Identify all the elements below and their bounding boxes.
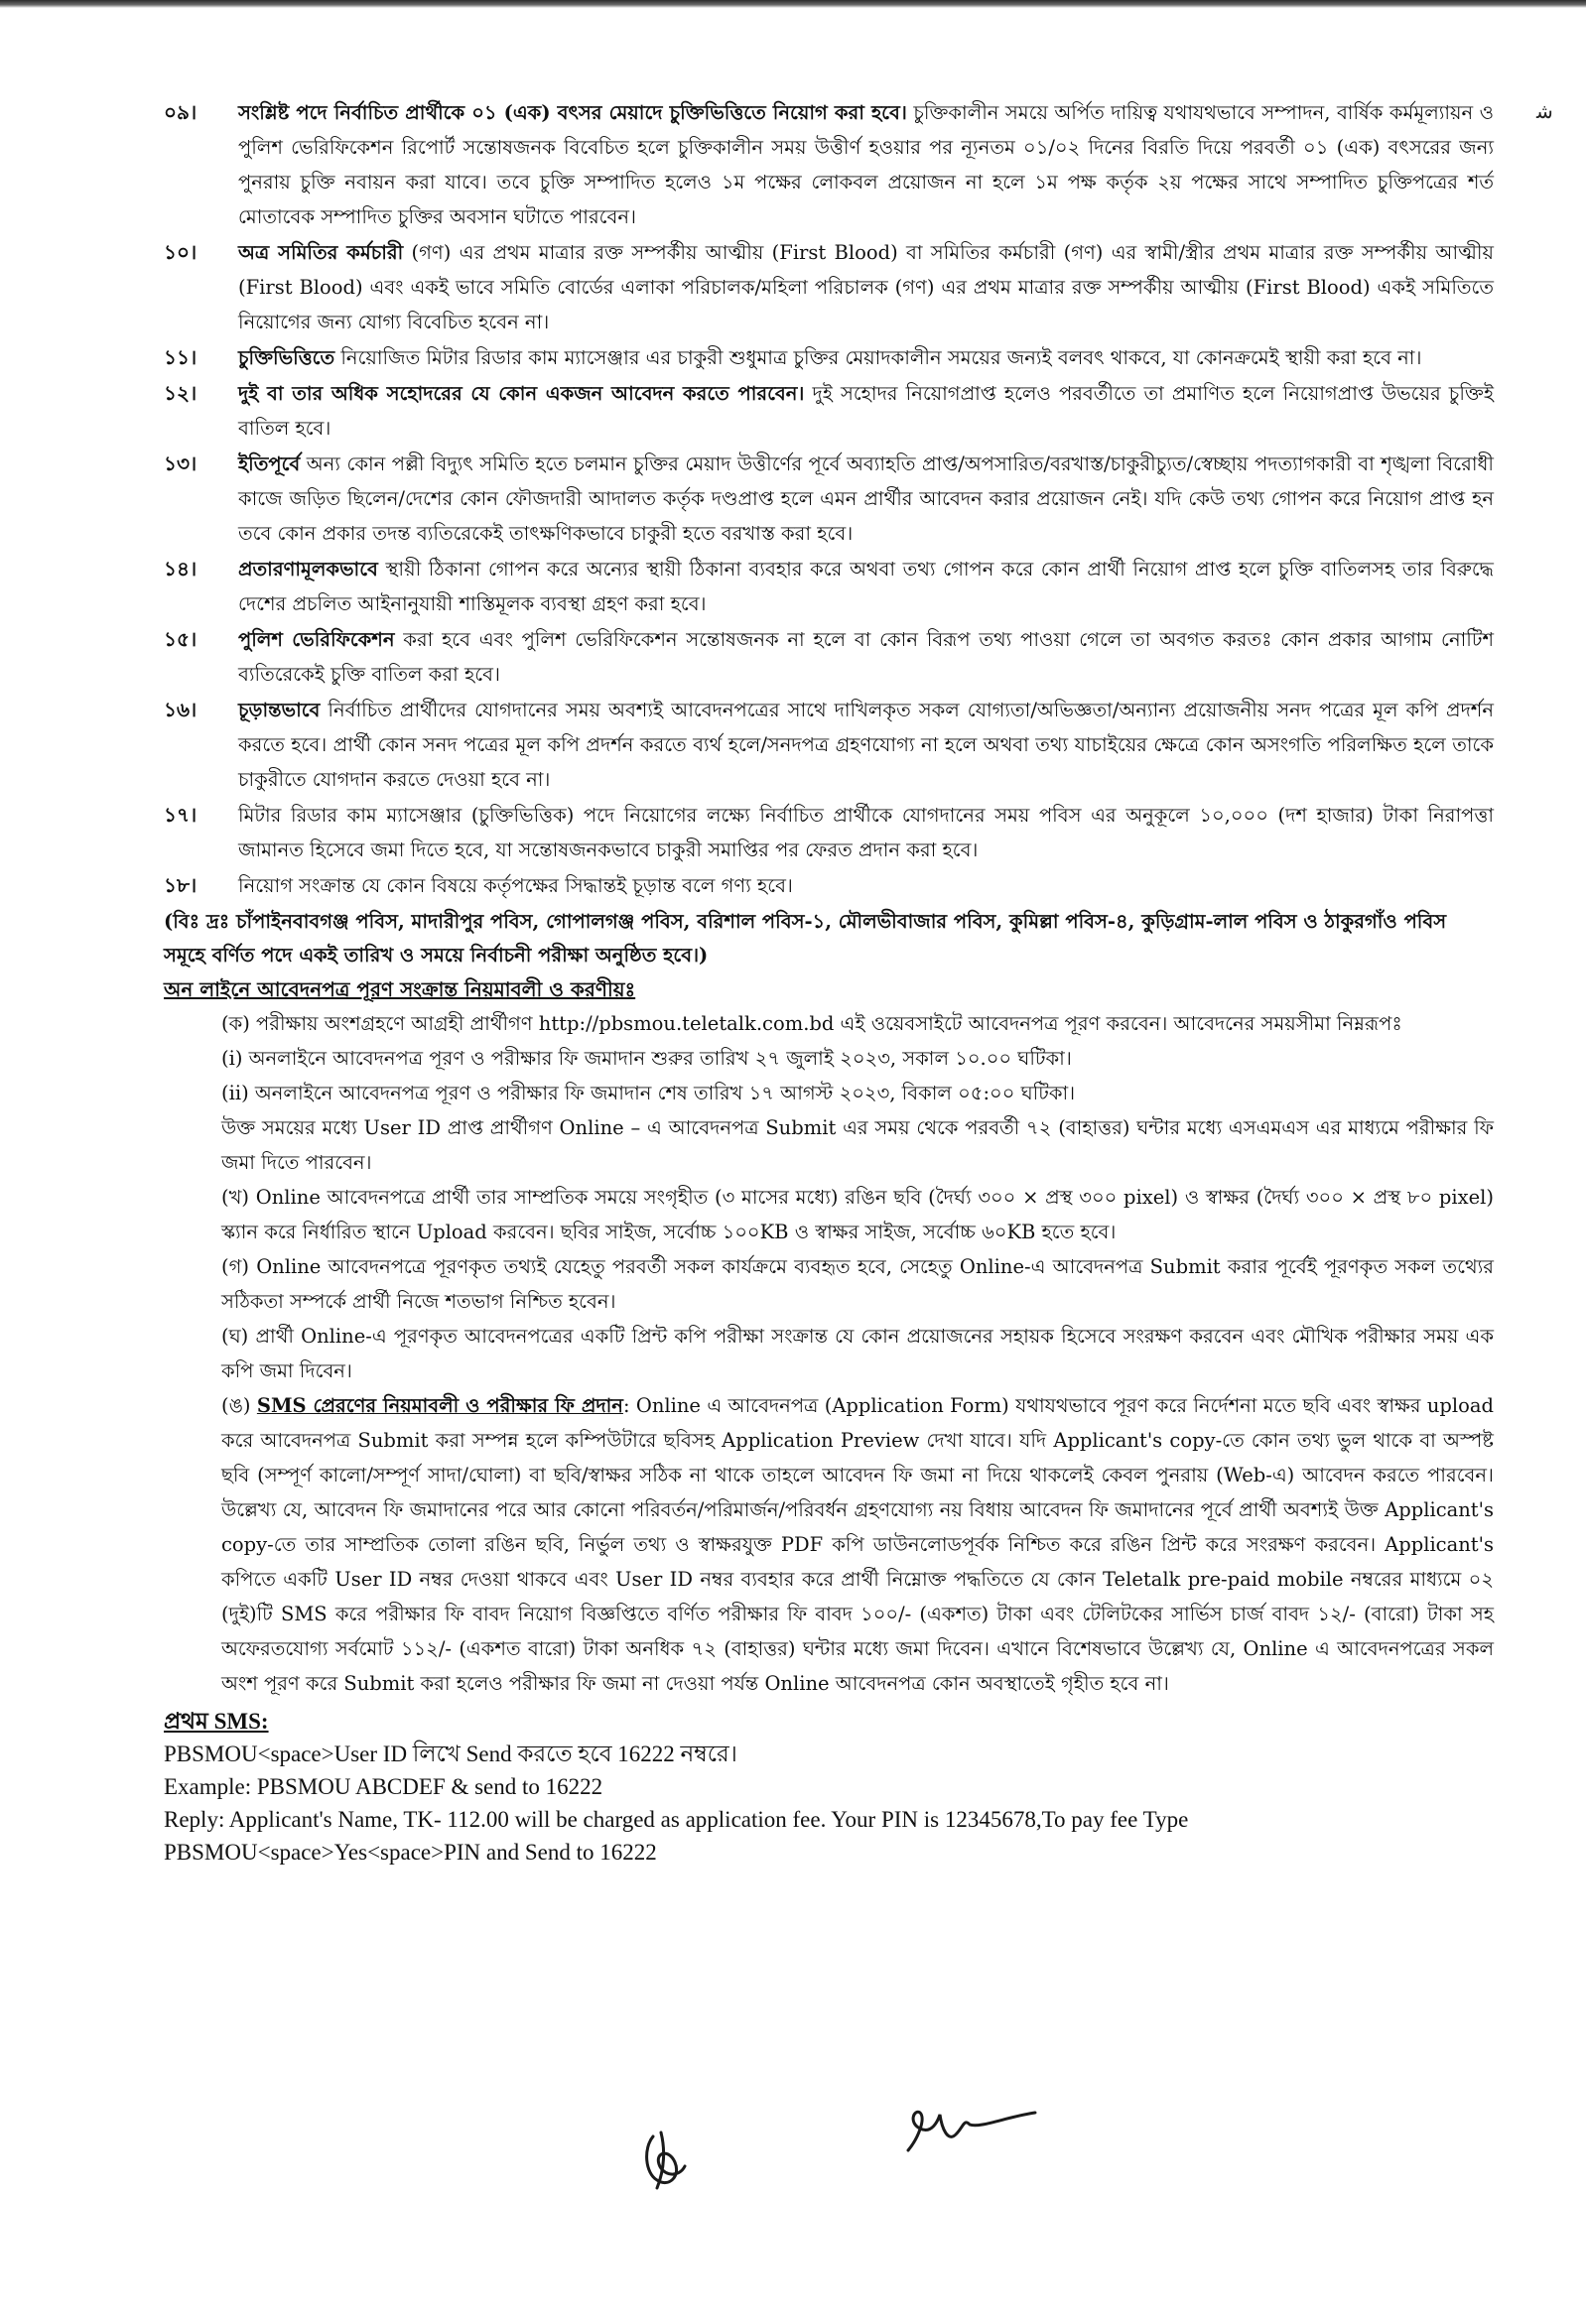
clause-text: নিয়োজিত মিটার রিডার কাম ম্যাসেঞ্জার এর চাকুরী শুধুমাত্র চুক্তির মেয়াদকালীন সময়ের জন্যই বলবৎ থাকবে, যা কোনক্রমেই স্থায়ী করা হবে না। (334, 346, 1422, 369)
first-sms-line: Reply: Applicant's Name, TK- 112.00 will be charged as application fee. Your PIN is 12345678,To pay fee Type PBSMOU<space>Yes<space>PIN and Send to 16222 (164, 1807, 1189, 1865)
online-rule-item: (গ) Online আবেদনপত্রে পূরণকৃত তথ্যই যেহেতু পরবর্তী সকল কার্যক্রমে ব্যবহৃত হবে, সেহেতু Online-এ আবেদনপত্র Submit করার পূর্বেই পূরণকৃত সকল তথ্যের সঠিকতা সম্পর্কে প্রার্থী নিজে শতভাগ নিশ্চিত হবেন। (221, 1255, 1494, 1313)
clause-number: ১৬। (164, 698, 198, 721)
clause-lead: প্রতারণামূলকভাবে (238, 558, 378, 581)
clause-item (164, 552, 1494, 621)
clause-number: ১৫। (164, 627, 198, 651)
clause-list (164, 95, 1494, 903)
sms-rule-label: SMS প্রেরণের নিয়মাবলী ও পরীক্ষার ফি প্রদান (256, 1394, 623, 1417)
online-rule-item: (ক) পরীক্ষায় অংশগ্রহণে আগ্রহী প্রার্থীগণ http://pbsmou.teletalk.com.bd এই ওয়েবসাইটে আবেদনপত্র পূরণ করবেন। আবেদনের সময়সীমা নিম্নরূপঃ (221, 1012, 1402, 1035)
online-rule-item: (খ) Online আবেদনপত্রে প্রার্থী তার সাম্প্রতিক সময়ে সংগৃহীত (৩ মাসের মধ্যে) রঙিন ছবি (দৈর্ঘ্য ৩০০ × প্রস্থ ৩০০ pixel) ও স্বাক্ষর (দৈর্ঘ্য ৩০০ × প্রস্থ ৮০ pixel) স্ক্যান করে নির্ধারিত স্থানে Upload করবেন। ছবির সাইজ, সর্বোচ্চ ১০০KB ও স্বাক্ষর সাইজ, সর্বোচ্চ ৬০KB হতে হবে। (221, 1186, 1494, 1243)
online-rules-list (164, 1006, 1494, 1388)
initial-signature-icon (635, 2119, 695, 2198)
clause-number: ১৭। (164, 803, 198, 827)
clause-text: নির্বাচিত প্রার্থীদের যোগদানের সময় অবশ্যই আবেদনপত্রের সাথে দাখিলকৃত সকল যোগ্যতা/অভিজ্ঞতা/অন্যান্য প্রয়োজনীয় সনদ পত্রের মূল কপি প্রদর্শন করতে হবে। প্রার্থী কোন সনদ পত্রের মূল কপি প্রদর্শন করতে ব্যর্থ হলে/সনদপত্র গ্রহণযোগ্য না হলে অথবা তথ্য যাচাইয়ের ক্ষেত্রে কোন অসংগতি পরিলক্ষিত হলে তাকে চাকুরীতে যোগদান করতে দেওয়া হবে না। (238, 699, 1494, 791)
clause-number: ১২। (164, 381, 198, 405)
clause-item (164, 622, 1494, 692)
sms-rule (164, 1388, 1494, 1701)
clause-number: ০৯। (164, 100, 198, 124)
clause-number: ১৮। (164, 873, 198, 897)
sms-rule-prefix: (ঙ) (221, 1394, 257, 1417)
clause-text: চুক্তিকালীন সময়ে অর্পিত দায়িত্ব যথাযথভাবে সম্পাদন, বার্ষিক কর্মমূল্যায়ন ও পুলিশ ভেরিফিকেশন রিপোর্ট সন্তোষজনক বিবেচিত হলে চুক্তিকালীন সময় উত্তীর্ণ হওয়ার পর ন্যূনতম ০১/০২ দিনের বিরতি দিয়ে পরবর্তী ০১ (এক) বৎসরের জন্য পুনরায় চুক্তি নবায়ন করা যাবে। তবে চুক্তি সম্পাদিত হলেও ১ম পক্ষের লোকবল প্রয়োজন না হলে ১ম পক্ষ কর্তৃক ২য় পক্ষের সাথে সম্পাদিত চুক্তিপত্রের শর্ত মোতাবেক সম্পাদিত চুক্তির অবসান ঘটাতে পারবেন। (238, 101, 1495, 228)
clause-item (164, 340, 1494, 375)
clause-lead: ইতিপূর্বে (238, 452, 301, 475)
clause-item (164, 95, 1494, 234)
clause-text: মিটার রিডার কাম ম্যাসেঞ্জার (চুক্তিভিত্তিক) পদে নিয়োগের লক্ষ্যে নির্বাচিত প্রার্থীকে যোগদানের সময় পবিস এর অনুকূলে ১০,০০০ (দশ হাজার) টাকা নিরাপত্তা জামানত হিসেবে জমা দিতে হবে, যা সন্তোষজনকভাবে চাকুরী সমাপ্তির পর ফেরত প্রদান করা হবে। (238, 804, 1494, 861)
document-page (164, 95, 1494, 1869)
first-sms-line: Example: PBSMOU ABCDEF & send to 16222 (164, 1774, 603, 1799)
clause-number: ১০। (164, 240, 198, 264)
online-rule-item: (ii) অনলাইনে আবেদনপত্র পূরণ ও পরীক্ষার ফি জমাদান শেষ তারিখ ১৭ আগস্ট ২০২৩, বিকাল ০৫:০০ ঘটিকা। (221, 1082, 1076, 1104)
clause-item (164, 447, 1494, 551)
online-rule-item: (i) অনলাইনে আবেদনপত্র পূরণ ও পরীক্ষার ফি জমাদান শুরুর তারিখ ২৭ জুলাই ২০২৩, সকাল ১০.০০ ঘটিকা। (221, 1047, 1072, 1070)
clause-item (164, 798, 1494, 867)
clause-number: ১৪। (164, 557, 198, 581)
clause-text: স্থায়ী ঠিকানা গোপন করে অন্যের স্থায়ী ঠিকানা ব্যবহার করে অথবা তথ্য গোপন করে কোন প্রার্থী নিয়োগ প্রাপ্ত হলে চুক্তি বাতিলসহ তার বিরুদ্ধে দেশের প্রচলিত আইনানুযায়ী শাস্তিমূলক ব্যবস্থা গ্রহণ করা হবে। (238, 558, 1494, 615)
clause-lead: চূড়ান্তভাবে (238, 699, 321, 721)
first-sms-heading: প্রথম SMS: (164, 1709, 269, 1734)
clause-item (164, 376, 1494, 446)
clause-item (164, 693, 1494, 797)
first-sms-block (164, 1705, 1494, 1869)
online-heading: অন লাইনে আবেদনপত্র পূরণ সংক্রান্ত নিয়মাবলী ও করণীয়ঃ (164, 977, 636, 1001)
online-rule-item: উক্ত সময়ের মধ্যে User ID প্রাপ্ত প্রার্থীগণ Online – এ আবেদনপত্র Submit এর সময় থেকে পরবর্তী ৭২ (বাহাত্তর) ঘন্টার মধ্যে এসএমএস এর মাধ্যমে পরীক্ষার ফি জমা দিতে পারবেন। (221, 1116, 1494, 1174)
clause-lead: পুলিশ ভেরিফিকেশন (238, 628, 395, 651)
exam-notice: (বিঃ দ্রঃ চাঁপাইনবাবগঞ্জ পবিস, মাদারীপুর পবিস, গোপালগঞ্জ পবিস, বরিশাল পবিস-১, মৌলভীবাজার পবিস, কুমিল্লা পবিস-৪, কুড়িগ্রাম-লাল পবিস ও ঠাকুরগাঁও পবিস সমূহে বর্ণিত পদে একই তারিখ ও সময়ে নির্বাচনী পরীক্ষা অনুষ্ঠিত হবে।) (164, 910, 1447, 967)
clause-text: দুই সহোদর নিয়োগপ্রাপ্ত হলেও পরবর্তীতে তা প্রমাণিত হলে নিয়োগপ্রাপ্ত উভয়ের চুক্তিই বাতিল হবে। (238, 382, 1494, 440)
sms-rule-text: : Online এ আবেদনপত্র (Application Form) যথাযথভাবে পূরণ করে নির্দেশনা মতে ছবি এবং স্বাক্ষর upload করে আবেদনপত্র Submit করা সম্পন্ন হলে কম্পিউটারে ছবিসহ Application Preview দেখা যাবে। যদি Applicant's copy-তে কোন তথ্য ভুল থাকে বা অস্পষ্ট ছবি (সম্পূর্ণ কালো/সম্পূর্ণ সাদা/ঘোলা) বা ছবি/স্বাক্ষর সঠিক না থাকে তাহলে আবেদন ফি জমা না দিয়ে থাকলেই কেবল পুনরায় (Web-এ) আবেদন করতে পারবেন। উল্লেখ্য যে, আবেদন ফি জমাদানের পরে আর কোনো পরিবর্তন/পরিমার্জন/পরিবর্ধন গ্রহণযোগ্য নয় বিধায় আবেদন ফি জমাদানের পূর্বে প্রার্থী অবশ্যই উক্ত Applicant's copy-তে তার সাম্প্রতিক তোলা রঙিন ছবি, নির্ভুল তথ্য ও স্বাক্ষরযুক্ত PDF কপি ডাউনলোডপূর্বক নিশ্চিত করে রঙিন প্রিন্ট করে সংরক্ষণ করবেন। Applicant's কপিতে একটি User ID নম্বর দেওয়া থাকবে এবং User ID নম্বর ব্যবহার করে প্রার্থী নিম্নোক্ত পদ্ধতিতে যে কোন Teletalk pre-paid mobile নম্বরের মাধ্যমে ০২ (দুই)টি SMS করে পরীক্ষার ফি বাবদ নিয়োগ বিজ্ঞপ্তিতে বর্ণিত পরীক্ষার ফি বাবদ ১০০/- (একশত) টাকা এবং টেলিটকের সার্ভিস চার্জ বাবদ ১২/- (বারো) টাকা সহ অফেরতযোগ্য সর্বমোট ১১২/- (একশত বারো) টাকা অনধিক ৭২ (বাহাত্তর) ঘন্টার মধ্যে জমা দিবেন। এখানে বিশেষভাবে উল্লেখ্য যে, Online এ আবেদনপত্রের সকল অংশ পূরণ করে Submit করা হলেও পরীক্ষার ফি জমা না দেওয়া পর্যন্ত Online আবেদনপত্র কোন অবস্থাতেই গৃহীত হবে না। (221, 1394, 1494, 1695)
clause-lead: দুই বা তার অধিক সহোদরের যে কোন একজন আবেদন করতে পারবেন। (238, 382, 805, 405)
clause-number: ১৩। (164, 452, 198, 475)
clause-lead: চুক্তিভিত্তিতে (238, 346, 335, 369)
scan-top-edge (0, 0, 1586, 8)
clause-item (164, 868, 1494, 903)
clause-text: অন্য কোন পল্লী বিদ্যুৎ সমিতি হতে চলমান চুক্তির মেয়াদ উত্তীর্ণের পূর্বে অব্যাহতি প্রাপ্ত/অপসারিত/বরখাস্ত/চাকুরীচ্যুত/স্বেচ্ছায় পদত্যাগকারী বা শৃঙ্খলা বিরোধী কাজে জড়িত ছিলেন/দেশের কোন ফৌজদারী আদালত কর্তৃক দণ্ডপ্রাপ্ত হলে এমন প্রার্থীর আবেদন করার প্রয়োজন নেই। যদি কেউ তথ্য গোপন করে নিয়োগ প্রাপ্ত হন তবে কোন প্রকার তদন্ত ব্যতিরেকেই তাৎক্ষণিকভাবে চাকুরী হতে বরখাস্ত করা হবে। (238, 452, 1494, 545)
online-rule-item: (ঘ) প্রার্থী Online-এ পূরণকৃত আবেদনপত্রের একটি প্রিন্ট কপি পরীক্ষা সংক্রান্ত যে কোন প্রয়োজনের সহায়ক হিসেবে সংরক্ষণ করবেন এবং মৌখিক পরীক্ষার সময় এক কপি জমা দিবেন। (221, 1325, 1494, 1382)
clause-number: ১১। (164, 345, 198, 369)
margin-scribble: ﺷ (1536, 99, 1553, 123)
clause-text: করা হবে এবং পুলিশ ভেরিফিকেশন সন্তোষজনক না হলে বা কোন বিরূপ তথ্য পাওয়া গেলে তা অবগত করতঃ কোন প্রকার আগাম নোটিশ ব্যতিরেকেই চুক্তি বাতিল করা হবে। (238, 628, 1494, 686)
first-sms-line: PBSMOU<space>User ID লিখে Send করতে হবে 16222 নম্বরে। (164, 1742, 737, 1766)
clause-item (164, 235, 1494, 339)
clause-text: (গণ) এর প্রথম মাত্রার রক্ত সম্পর্কীয় আত্মীয় (First Blood) বা সমিতির কর্মচারী (গণ) এর স্বামী/স্ত্রীর প্রথম মাত্রার রক্ত সম্পর্কীয় আত্মীয় (First Blood) এবং একই ভাবে সমিতি বোর্ডের এলাকা পরিচালক/মহিলা পরিচালক (গণ) এর প্রথম মাত্রার রক্ত সম্পর্কীয় আত্মীয় (First Blood) একই সমিতিতে নিয়োগের জন্য যোগ্য বিবেচিত হবেন না। (238, 241, 1494, 333)
clause-lead: সংশ্লিষ্ট পদে নির্বাচিত প্রার্থীকে ০১ (এক) বৎসর মেয়াদে চুক্তিভিত্তিতে নিয়োগ করা হবে। (238, 101, 907, 124)
signature-icon (898, 2099, 1047, 2168)
clause-lead: অত্র সমিতির কর্মচারী (238, 241, 404, 264)
clause-text: নিয়োগ সংক্রান্ত যে কোন বিষয়ে কর্তৃপক্ষের সিদ্ধান্তই চূড়ান্ত বলে গণ্য হবে। (238, 874, 793, 897)
